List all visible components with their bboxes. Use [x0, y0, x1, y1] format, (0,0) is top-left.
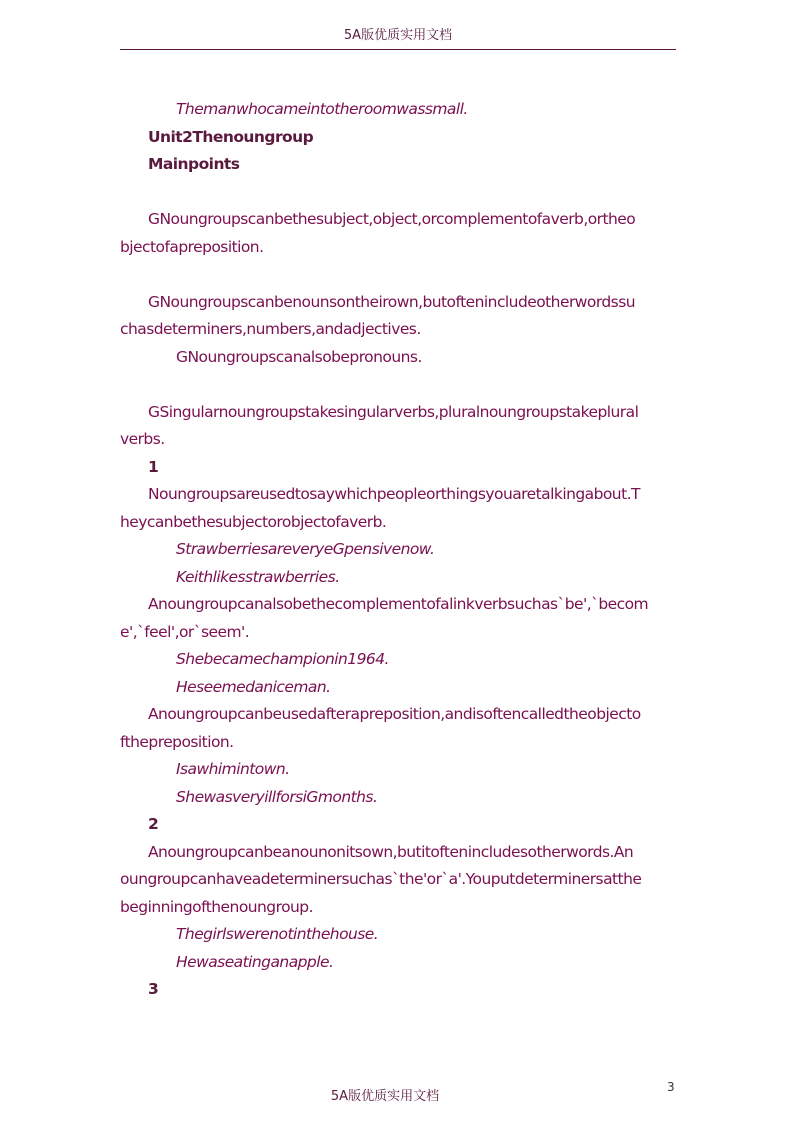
example-sentence: ShewasveryillforsiGmonths. [176, 787, 378, 806]
blank-line [120, 179, 672, 207]
example-sentence: StrawberriesareveryeGpensivenow. [176, 540, 435, 558]
paragraph-line: e',`feel',or`seem'. [120, 622, 250, 641]
paragraph-line: GSingularnoungroupstakesingularverbs,pluralnoungroupstakeplural [148, 402, 639, 421]
paragraph-line: chasdeterminers,numbers,andadjectives. [120, 320, 421, 338]
paragraph-line: beginningofthenoungroup. [120, 897, 313, 916]
paragraph-line: heycanbethesubjectorobjectofaverb. [120, 512, 387, 531]
paragraph-line: bjectofapreposition. [120, 237, 264, 256]
paragraph-line: oungroupcanhaveadeterminersuchas`the'or`a'.Youputdeterminersatthe [120, 870, 642, 888]
paragraph-line: fthepreposition. [120, 732, 234, 751]
example-sentence: Themanwhocameintotheroomwassmall. [176, 100, 468, 118]
paragraph-line: GNoungroupscanalsobepronouns. [176, 347, 422, 366]
example-sentence: Hewaseatinganapple. [176, 952, 334, 971]
page-footer: 5A版优质实用文档 [330, 1089, 440, 1104]
paragraph-line: Anoungroupcanalsobethecomplementofalinkverbsuchas`be',`becom [148, 595, 649, 613]
section-number: 3 [148, 980, 159, 998]
paragraph-line: GNoungroupscanbethesubject,object,orcomplementofaverb,ortheo [148, 210, 636, 228]
page-header: 5A版优质实用文档 [120, 24, 676, 50]
example-sentence: Heseemedaniceman. [176, 677, 331, 696]
example-sentence: Keithlikesstrawberries. [176, 567, 340, 586]
page-number: 3 [667, 1080, 675, 1094]
example-sentence: Shebecamechampionin1964. [176, 650, 389, 668]
paragraph-line: Anoungroupcanbeusedafterapreposition,andisoftencalledtheobjecto [148, 705, 641, 723]
paragraph-line: GNoungroupscanbenounsontheirown,butoftenincludeotherwordssu [148, 292, 635, 311]
paragraph-line: Anoungroupcanbeanounonitsown,butitoftenincludesotherwords.An [148, 842, 634, 861]
section-number: 1 [148, 457, 159, 476]
blank-line [120, 371, 672, 399]
section-heading: Mainpoints [148, 155, 240, 173]
example-sentence: Thegirlswerenotinthehouse. [176, 925, 379, 943]
paragraph-line: verbs. [120, 430, 165, 448]
example-sentence: Isawhimintown. [176, 760, 290, 778]
document-body [120, 96, 672, 1004]
unit-title: Unit2Thenoungroup [148, 127, 314, 146]
paragraph-line: Noungroupsareusedtosaywhichpeopleorthingsyouaretalkingabout.T [148, 485, 640, 503]
section-number: 2 [148, 815, 159, 833]
blank-line [120, 261, 672, 289]
